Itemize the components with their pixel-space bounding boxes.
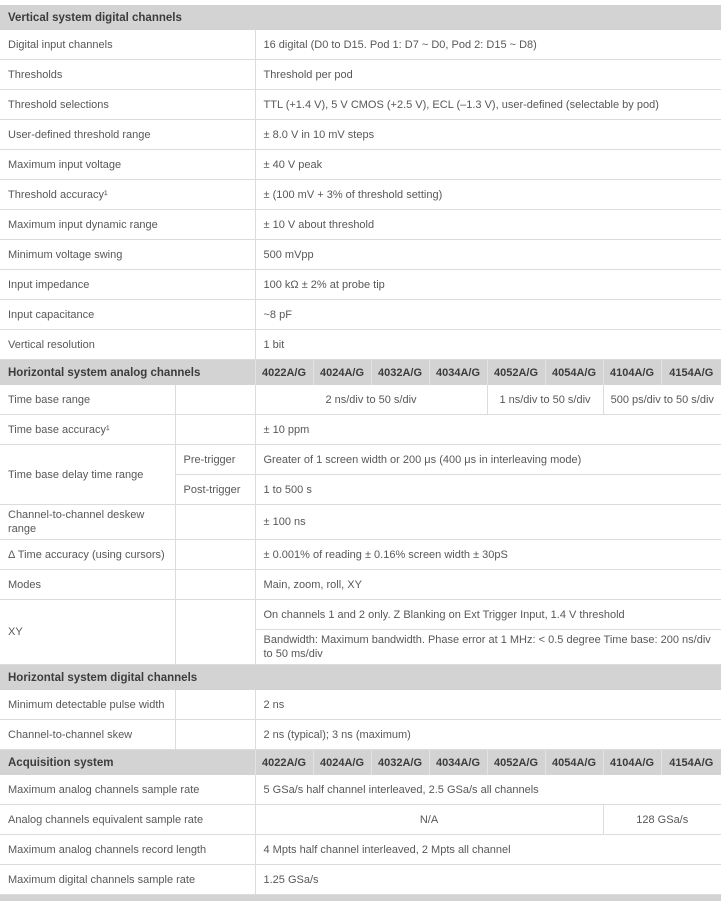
row-value: 1 bit: [255, 330, 721, 360]
row-value: On channels 1 and 2 only. Z Blanking on Ext Trigger Input, 1.4 V threshold: [255, 600, 721, 630]
row-label: Threshold accuracy¹: [0, 180, 255, 210]
row-sublabel: Post-trigger: [175, 475, 255, 505]
table-row: [0, 540, 721, 570]
row-label: Maximum digital channels sample rate: [0, 865, 255, 895]
row-label: Maximum analog channels record length: [0, 835, 255, 865]
model-column-header: 4024A/G: [313, 360, 371, 386]
table-row: [0, 330, 721, 360]
row-value: Threshold per pod: [255, 60, 721, 90]
table-row: [0, 150, 721, 180]
row-sublabel-empty: [175, 505, 255, 540]
row-value: 5 GSa/s half channel interleaved, 2.5 GSa/s all channels: [255, 775, 721, 805]
table-row: [0, 445, 721, 475]
row-value: 500 mVpp: [255, 240, 721, 270]
row-sublabel-empty: [175, 690, 255, 720]
row-value: ~8 pF: [255, 300, 721, 330]
section-title: Horizontal system analog channels: [0, 360, 255, 386]
table-row: [0, 720, 721, 750]
table-row: [0, 60, 721, 90]
row-value: 500 ps/div to 50 s/div: [603, 385, 721, 415]
model-column-header: 4054A/G: [545, 360, 603, 386]
row-value: N/A: [255, 805, 603, 835]
section-header-acquisition: [0, 750, 721, 776]
table-row: [0, 180, 721, 210]
row-label: Maximum input dynamic range: [0, 210, 255, 240]
table-row: [0, 385, 721, 415]
model-column-header: 4032A/G: [371, 750, 429, 776]
row-value: 1 to 500 s: [255, 475, 721, 505]
row-label: Maximum input voltage: [0, 150, 255, 180]
section-title: Horizontal system digital channels: [0, 665, 721, 691]
table-row: [0, 120, 721, 150]
row-value: ± 8.0 V in 10 mV steps: [255, 120, 721, 150]
row-label: Threshold selections: [0, 90, 255, 120]
row-value: TTL (+1.4 V), 5 V CMOS (+2.5 V), ECL (–1.3 V), user-defined (selectable by pod): [255, 90, 721, 120]
row-sublabel: Pre-trigger: [175, 445, 255, 475]
row-label: Modes: [0, 570, 175, 600]
row-sublabel-empty: [175, 415, 255, 445]
table-row: [0, 90, 721, 120]
table-row: [0, 210, 721, 240]
row-value: 4 Mpts half channel interleaved, 2 Mpts all channel: [255, 835, 721, 865]
row-value: ± (100 mV + 3% of threshold setting): [255, 180, 721, 210]
table-row: [0, 570, 721, 600]
row-value: 1 ns/div to 50 s/div: [487, 385, 603, 415]
row-label: XY: [0, 600, 175, 665]
spec-table: [0, 5, 721, 895]
row-label: Vertical resolution: [0, 330, 255, 360]
table-row: [0, 805, 721, 835]
section-title: Acquisition system: [0, 750, 255, 776]
table-row: [0, 30, 721, 60]
row-value: ± 100 ns: [255, 505, 721, 540]
model-column-header: 4054A/G: [545, 750, 603, 776]
row-value: Greater of 1 screen width or 200 μs (400 μs in interleaving mode): [255, 445, 721, 475]
row-sublabel-empty: [175, 570, 255, 600]
model-column-header: 4154A/G: [661, 750, 721, 776]
section-header-vertical-digital: [0, 5, 721, 30]
row-label: Input impedance: [0, 270, 255, 300]
model-column-header: 4032A/G: [371, 360, 429, 386]
row-sublabel-empty: [175, 720, 255, 750]
row-value: 16 digital (D0 to D15. Pod 1: D7 ~ D0, Pod 2: D15 ~ D8): [255, 30, 721, 60]
row-value: 2 ns (typical); 3 ns (maximum): [255, 720, 721, 750]
row-value: ± 0.001% of reading ± 0.16% screen width ± 30pS: [255, 540, 721, 570]
row-label: Time base delay time range: [0, 445, 175, 505]
table-row: [0, 600, 721, 630]
model-column-header: 4022A/G: [255, 750, 313, 776]
row-value: Bandwidth: Maximum bandwidth. Phase error at 1 MHz: < 0.5 degree Time base: 200 ns/div to 50 ms/div: [255, 630, 721, 665]
table-row: [0, 775, 721, 805]
model-column-header: 4104A/G: [603, 360, 661, 386]
table-row: [0, 505, 721, 540]
row-sublabel-empty: [175, 540, 255, 570]
row-value: 100 kΩ ± 2% at probe tip: [255, 270, 721, 300]
model-column-header: 4052A/G: [487, 360, 545, 386]
model-column-header: 4022A/G: [255, 360, 313, 386]
row-label: Minimum detectable pulse width: [0, 690, 175, 720]
section-header-horizontal-digital: [0, 665, 721, 691]
table-row: [0, 865, 721, 895]
model-column-header: 4034A/G: [429, 750, 487, 776]
table-row: [0, 835, 721, 865]
row-label: Time base range: [0, 385, 175, 415]
row-sublabel-empty: [175, 600, 255, 665]
model-column-header: 4104A/G: [603, 750, 661, 776]
row-label: Analog channels equivalent sample rate: [0, 805, 255, 835]
row-label: Input capacitance: [0, 300, 255, 330]
section-title: Vertical system digital channels: [0, 5, 721, 30]
model-column-header: 4154A/G: [661, 360, 721, 386]
row-value: Main, zoom, roll, XY: [255, 570, 721, 600]
row-value: ± 10 ppm: [255, 415, 721, 445]
table-row: [0, 415, 721, 445]
row-value: 2 ns/div to 50 s/div: [255, 385, 487, 415]
row-label: Thresholds: [0, 60, 255, 90]
section-header-horizontal-analog: [0, 360, 721, 386]
row-value: 1.25 GSa/s: [255, 865, 721, 895]
table-row: [0, 240, 721, 270]
row-value: ± 10 V about threshold: [255, 210, 721, 240]
next-section-band-edge: [0, 895, 721, 901]
table-row: [0, 270, 721, 300]
row-label: Channel-to-channel skew: [0, 720, 175, 750]
row-sublabel-empty: [175, 385, 255, 415]
row-label: Δ Time accuracy (using cursors): [0, 540, 175, 570]
row-label: User-defined threshold range: [0, 120, 255, 150]
row-value: ± 40 V peak: [255, 150, 721, 180]
row-label: Channel-to-channel deskew range: [0, 505, 175, 540]
row-value: 128 GSa/s: [603, 805, 721, 835]
model-column-header: 4034A/G: [429, 360, 487, 386]
row-label: Digital input channels: [0, 30, 255, 60]
model-column-header: 4052A/G: [487, 750, 545, 776]
row-label: Minimum voltage swing: [0, 240, 255, 270]
row-label: Time base accuracy¹: [0, 415, 175, 445]
model-column-header: 4024A/G: [313, 750, 371, 776]
table-row: [0, 300, 721, 330]
row-value: 2 ns: [255, 690, 721, 720]
table-row: [0, 690, 721, 720]
row-label: Maximum analog channels sample rate: [0, 775, 255, 805]
